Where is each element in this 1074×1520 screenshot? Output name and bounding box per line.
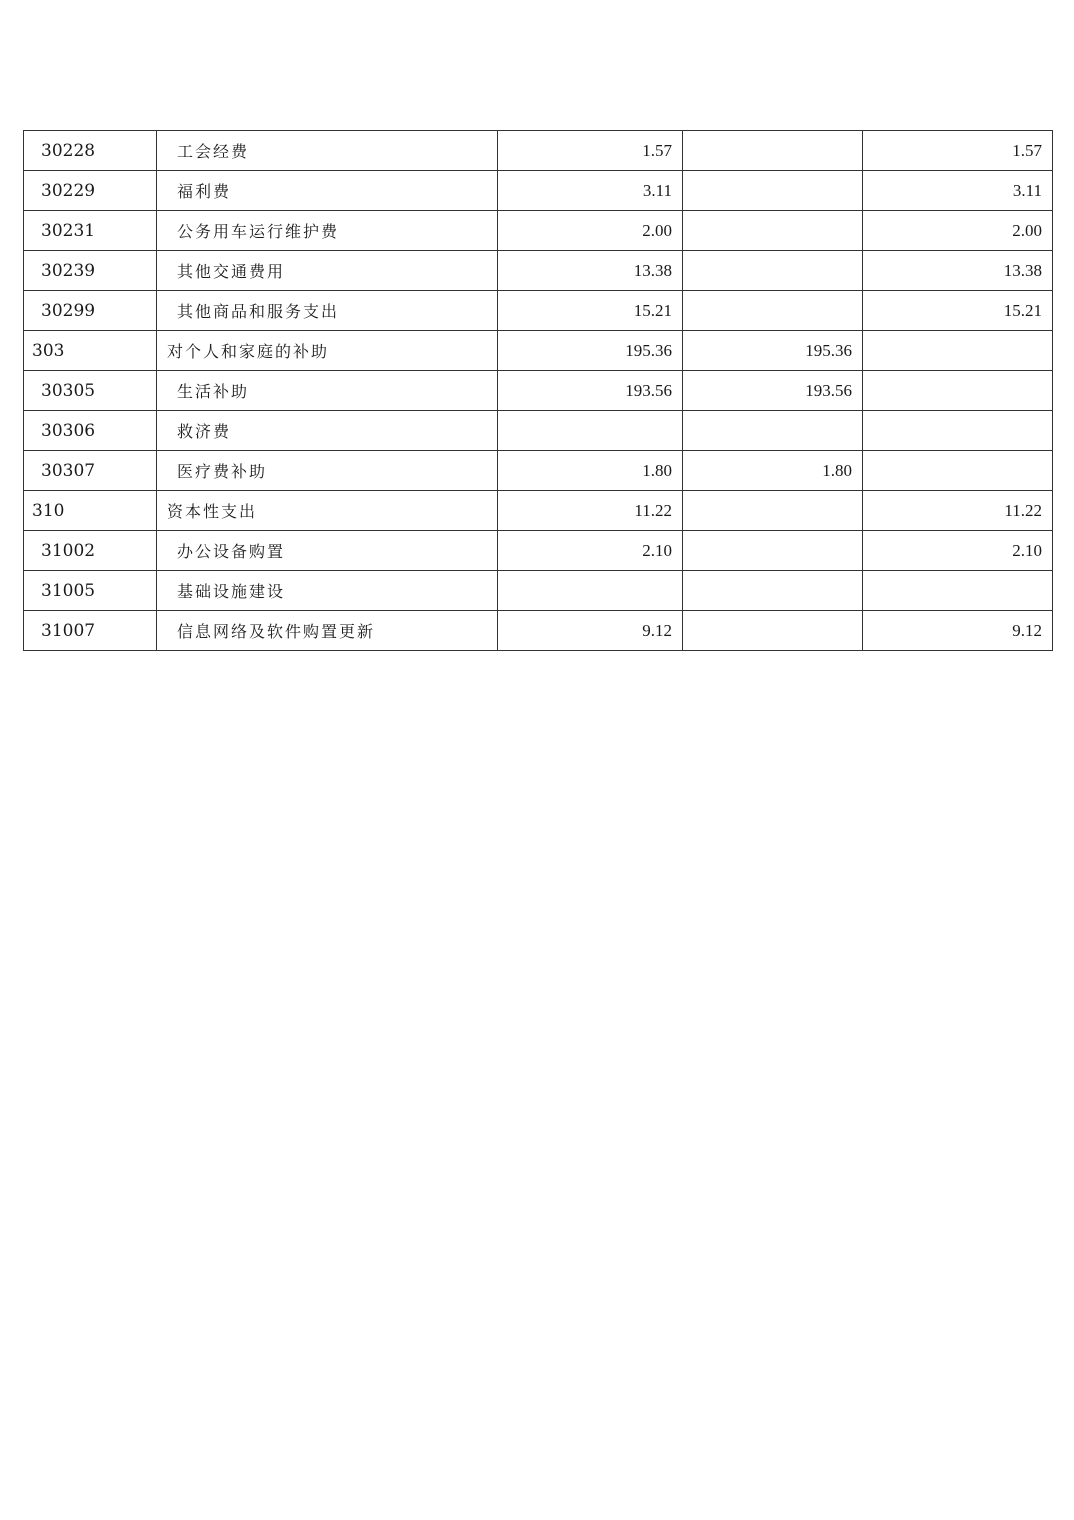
row-code: 30228 bbox=[24, 131, 157, 171]
row-project bbox=[863, 371, 1053, 411]
row-project: 2.10 bbox=[863, 531, 1053, 571]
table-row bbox=[24, 291, 1053, 331]
table-row bbox=[24, 131, 1053, 171]
row-code: 31007 bbox=[24, 611, 157, 651]
row-code: 30307 bbox=[24, 451, 157, 491]
row-name: 生活补助 bbox=[157, 371, 498, 411]
table-row bbox=[24, 251, 1053, 291]
row-basic bbox=[683, 531, 863, 571]
row-basic: 193.56 bbox=[683, 371, 863, 411]
row-basic bbox=[683, 411, 863, 451]
row-name: 办公设备购置 bbox=[157, 531, 498, 571]
row-code: 30305 bbox=[24, 371, 157, 411]
row-basic bbox=[683, 291, 863, 331]
expenditure-table-body bbox=[24, 131, 1053, 651]
row-basic bbox=[683, 211, 863, 251]
row-name: 基础设施建设 bbox=[157, 571, 498, 611]
row-project bbox=[863, 331, 1053, 371]
row-code: 303 bbox=[24, 331, 157, 371]
row-project bbox=[863, 571, 1053, 611]
row-name: 其他交通费用 bbox=[157, 251, 498, 291]
row-name: 公务用车运行维护费 bbox=[157, 211, 498, 251]
row-total bbox=[498, 571, 683, 611]
row-project: 9.12 bbox=[863, 611, 1053, 651]
row-name: 信息网络及软件购置更新 bbox=[157, 611, 498, 651]
table-row-category bbox=[24, 491, 1053, 531]
row-basic bbox=[683, 251, 863, 291]
row-total: 9.12 bbox=[498, 611, 683, 651]
row-project bbox=[863, 411, 1053, 451]
row-basic: 1.80 bbox=[683, 451, 863, 491]
row-total: 3.11 bbox=[498, 171, 683, 211]
row-basic bbox=[683, 171, 863, 211]
row-name: 医疗费补助 bbox=[157, 451, 498, 491]
row-basic bbox=[683, 491, 863, 531]
row-name: 对个人和家庭的补助 bbox=[157, 331, 498, 371]
row-total: 1.80 bbox=[498, 451, 683, 491]
row-project bbox=[863, 451, 1053, 491]
table-row-category bbox=[24, 331, 1053, 371]
table-row bbox=[24, 571, 1053, 611]
row-code: 30299 bbox=[24, 291, 157, 331]
row-project: 13.38 bbox=[863, 251, 1053, 291]
row-project: 15.21 bbox=[863, 291, 1053, 331]
table-row bbox=[24, 611, 1053, 651]
row-total: 11.22 bbox=[498, 491, 683, 531]
table-row bbox=[24, 171, 1053, 211]
row-total: 2.00 bbox=[498, 211, 683, 251]
row-code: 31005 bbox=[24, 571, 157, 611]
row-code: 30306 bbox=[24, 411, 157, 451]
row-name: 福利费 bbox=[157, 171, 498, 211]
row-total: 2.10 bbox=[498, 531, 683, 571]
table-row bbox=[24, 531, 1053, 571]
row-basic bbox=[683, 611, 863, 651]
row-project: 3.11 bbox=[863, 171, 1053, 211]
expenditure-table bbox=[23, 130, 1053, 651]
row-total: 193.56 bbox=[498, 371, 683, 411]
row-name: 救济费 bbox=[157, 411, 498, 451]
row-project: 11.22 bbox=[863, 491, 1053, 531]
row-total: 15.21 bbox=[498, 291, 683, 331]
row-code: 30229 bbox=[24, 171, 157, 211]
row-total bbox=[498, 411, 683, 451]
row-total: 13.38 bbox=[498, 251, 683, 291]
row-total: 1.57 bbox=[498, 131, 683, 171]
row-total: 195.36 bbox=[498, 331, 683, 371]
row-code: 31002 bbox=[24, 531, 157, 571]
row-basic: 195.36 bbox=[683, 331, 863, 371]
row-basic bbox=[683, 571, 863, 611]
row-name: 其他商品和服务支出 bbox=[157, 291, 498, 331]
row-code: 30239 bbox=[24, 251, 157, 291]
row-project: 1.57 bbox=[863, 131, 1053, 171]
row-basic bbox=[683, 131, 863, 171]
row-code: 310 bbox=[24, 491, 157, 531]
table-row bbox=[24, 211, 1053, 251]
table-row bbox=[24, 411, 1053, 451]
table-row bbox=[24, 371, 1053, 411]
table-row bbox=[24, 451, 1053, 491]
row-name: 资本性支出 bbox=[157, 491, 498, 531]
row-project: 2.00 bbox=[863, 211, 1053, 251]
row-name: 工会经费 bbox=[157, 131, 498, 171]
row-code: 30231 bbox=[24, 211, 157, 251]
